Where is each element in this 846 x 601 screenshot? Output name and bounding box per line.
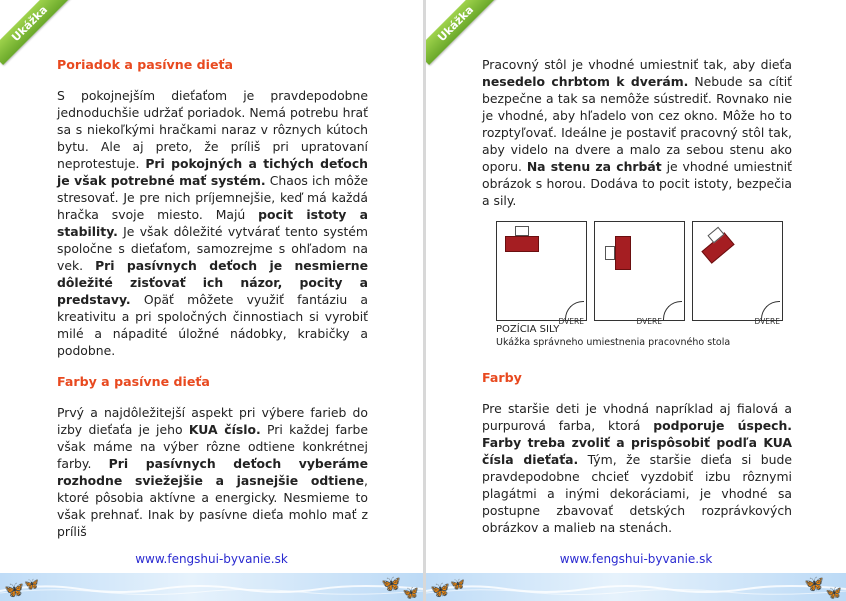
door-shape [663,301,682,320]
footer-band [426,573,846,601]
butterfly-icon: 🦋 [24,577,39,591]
sample-ribbon: Ukážka [0,0,71,65]
door-label: DVERE [558,317,584,326]
desk-placement-figure [494,221,786,349]
door-label: DVERE [754,317,780,326]
paragraph-colors-passive: Prvý a najdôležitejší aspekt pri výbere farieb do izby dieťaťa je jeho KUA číslo. Pri každej farbe však máme na výber rôzne odtiene konkrétnej farby. Pri pasívnych deťoch vyberáme rozhodne sviežejšie a jasnejšie odtiene, ktoré pôsobia aktívne a energicky. Nesmieme to však prehnať. Inak by pasívne dieťa mohlo mať z príliš [57,405,368,539]
butterfly-icon: 🦋 [804,574,824,593]
butterfly-icon: 🦋 [381,574,401,593]
butterfly-icon: 🦋 [430,580,450,599]
butterfly-icon: 🦋 [825,586,842,601]
butterfly-icon: 🦋 [4,580,24,599]
right-page [426,0,846,601]
heading-colors: Farby [482,370,522,385]
paragraph-desk: Pracovný stôl je vhodné umiestniť tak, aby dieťa nesedelo chrbtom k dverám. Nebude sa cítiť bezpečne a tak sa nemôže sústrediť. Rovnako nie je vhodné, aby hľadelo von cez okno. Môže ho to rozptyľovať. Ideálne je postaviť pracovný stôl tak, aby videlo na dvere a malo za sebou stenu ako oporu. Na stenu za chrbát je vhodné umiestniť obrázok s horou. Dodáva to pocit istoty, bezpečia a sily. [482,57,792,208]
paragraph-colors: Pre staršie deti je vhodná napríklad aj fialová a purpurová farba, ktorá podporuje úspech. Farby treba zvoliť a prispôsobiť podľa KUA čísla dieťaťa. Tým, že staršie dieťa si bude pravdepodobne chcieť vyzdobiť izbu rôznymi plagátmi a inými dekoráciami, je vhodné sa postupne zbavovať detských rozprávkových obrázkov a malieb na stenách. [482,401,793,535]
right-page-content [482,56,792,536]
butterfly-icon: 🦋 [402,586,419,601]
room-diagram-1 [496,221,587,326]
butterfly-icon: 🦋 [450,577,465,591]
chair-shape [515,226,529,236]
website-url[interactable]: www.fengshui-byvanie.sk [559,552,713,566]
footer-wave [0,583,423,595]
paragraph-order: S pokojnejším dieťaťom je pravdepodobne jednoduchšie udržať poriadok. Nemá potrebu hrať sa s niekoľkými hračkami naraz v rôznych kútoch bytu. Ale aj preto, že príliš pri upratovaní neprotestuje. Pri pokojných a tichých deťoch je však potrebné mať systém. Chaos ich môže stresovať. Je pre nich príjemnejšie, keď má každá hračka svoje miesto. Majú pocit istoty a stability. Je však dôležité vytvárať tento systém spoločne s dieťaťom, samozrejme s ohľadom na vek. Pri pasívnych deťoch je nesmierne dôležité zisťovať ich názor, pocity a predstavy. Opäť môžete využiť fantáziu a kreativitu a pri spoločných činnostiach si vyrobiť milé a nápadité úložné nádobky, krabičky a podobne. [57,88,368,358]
left-page-content [57,56,368,540]
chair-shape [605,246,615,260]
website-url[interactable]: www.fengshui-byvanie.sk [135,552,288,566]
door-label: DVERE [636,317,662,326]
figure-caption-text: Ukážka správneho umiestnenia pracovného stola [496,337,731,348]
heading-order: Poriadok a pasívne dieťa [57,57,234,72]
sample-ribbon: Ukážka [426,0,497,65]
desk-shape [615,236,631,270]
footer-band [0,573,423,601]
desk-shape [505,236,539,252]
heading-colors-passive: Farby a pasívne dieťa [57,374,210,389]
footer-wave [426,583,846,595]
figure-caption-title: POZÍCIA SILY [496,324,560,335]
room-diagram-3 [692,221,783,326]
room-diagram-2 [594,221,685,326]
